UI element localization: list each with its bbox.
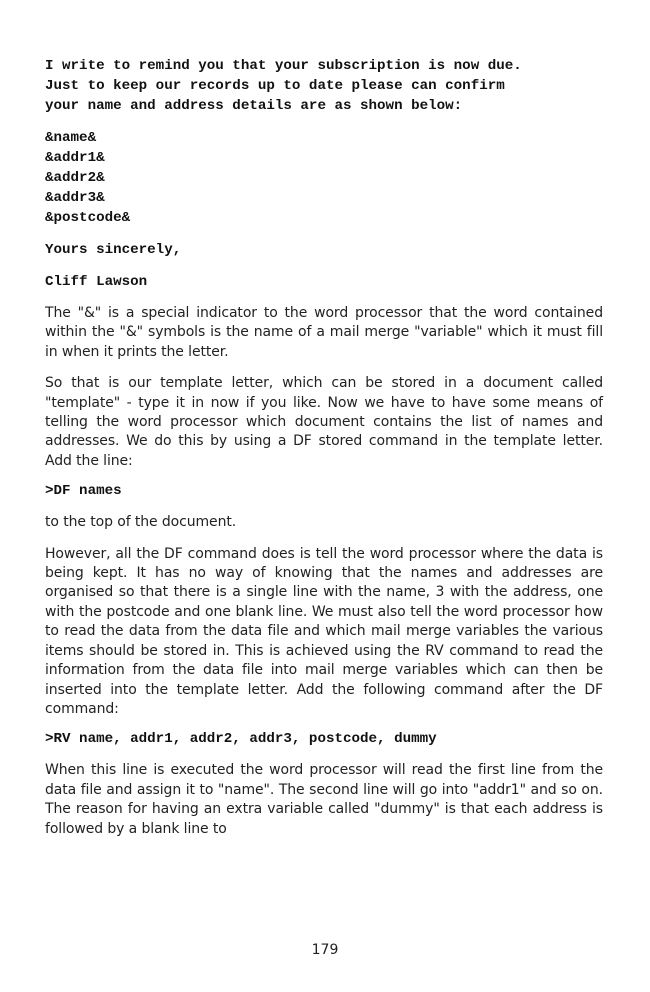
merge-variable: &addr3& [45, 190, 105, 206]
paragraph-rv-explanation: When this line is executed the word processor will read the first line from the data file and assign it to "name". The second line will go into "addr1" and so on. The reason for having an extra variable called "dummy" is that each address is followed by a blank line to [45, 762, 603, 837]
letter-signature: Cliff Lawson [45, 274, 148, 290]
merge-variable: &postcode& [45, 210, 131, 226]
letter-intro-line: your name and address details are as shown below: [45, 98, 463, 114]
paragraph-top-of-document: to the top of the document. [45, 514, 237, 531]
page-content [45, 56, 603, 851]
rv-command: >RV name, addr1, addr2, addr3, postcode, dummy [45, 731, 437, 748]
df-command: >DF names [45, 483, 122, 500]
letter-intro [45, 56, 603, 116]
merge-variable: &addr1& [45, 150, 105, 166]
paragraph-df-explanation: However, all the DF command does is tell the word processor where the data is being kept. It has no way of knowing that the names and addresses are organised so that there is a single line with the name, 3 with the address, one with the postcode and one blank line. We must also tell the word processor how to read the data from the data file and which mail merge variables the various items should be stored in. This is achieved using the RV command to read the information from the data file into mail merge variables which can then be inserted into the template letter. Add the following command after the DF command: [45, 545, 603, 717]
merge-variables [45, 128, 603, 228]
letter-intro-line: I write to remind you that your subscription is now due. [45, 58, 522, 74]
paragraph-ampersand-explanation: The "&" is a special indicator to the word processor that the word contained within the "&" symbols is the name of a mail merge "variable" which it must fill in when it prints the letter. [45, 305, 603, 360]
merge-variable: &addr2& [45, 170, 105, 186]
letter-closing: Yours sincerely, [45, 242, 182, 258]
merge-variable: &name& [45, 130, 97, 146]
page-number: 179 [311, 942, 339, 958]
paragraph-template-explanation: So that is our template letter, which can be stored in a document called "template" - type it in now if you like. Now we have to have some means of telling the word processor which document contains the list of names and addresses. We do this by using a DF stored command in the template letter. Add the line: [45, 375, 603, 469]
letter-intro-line: Just to keep our records up to date please can confirm [45, 78, 505, 94]
